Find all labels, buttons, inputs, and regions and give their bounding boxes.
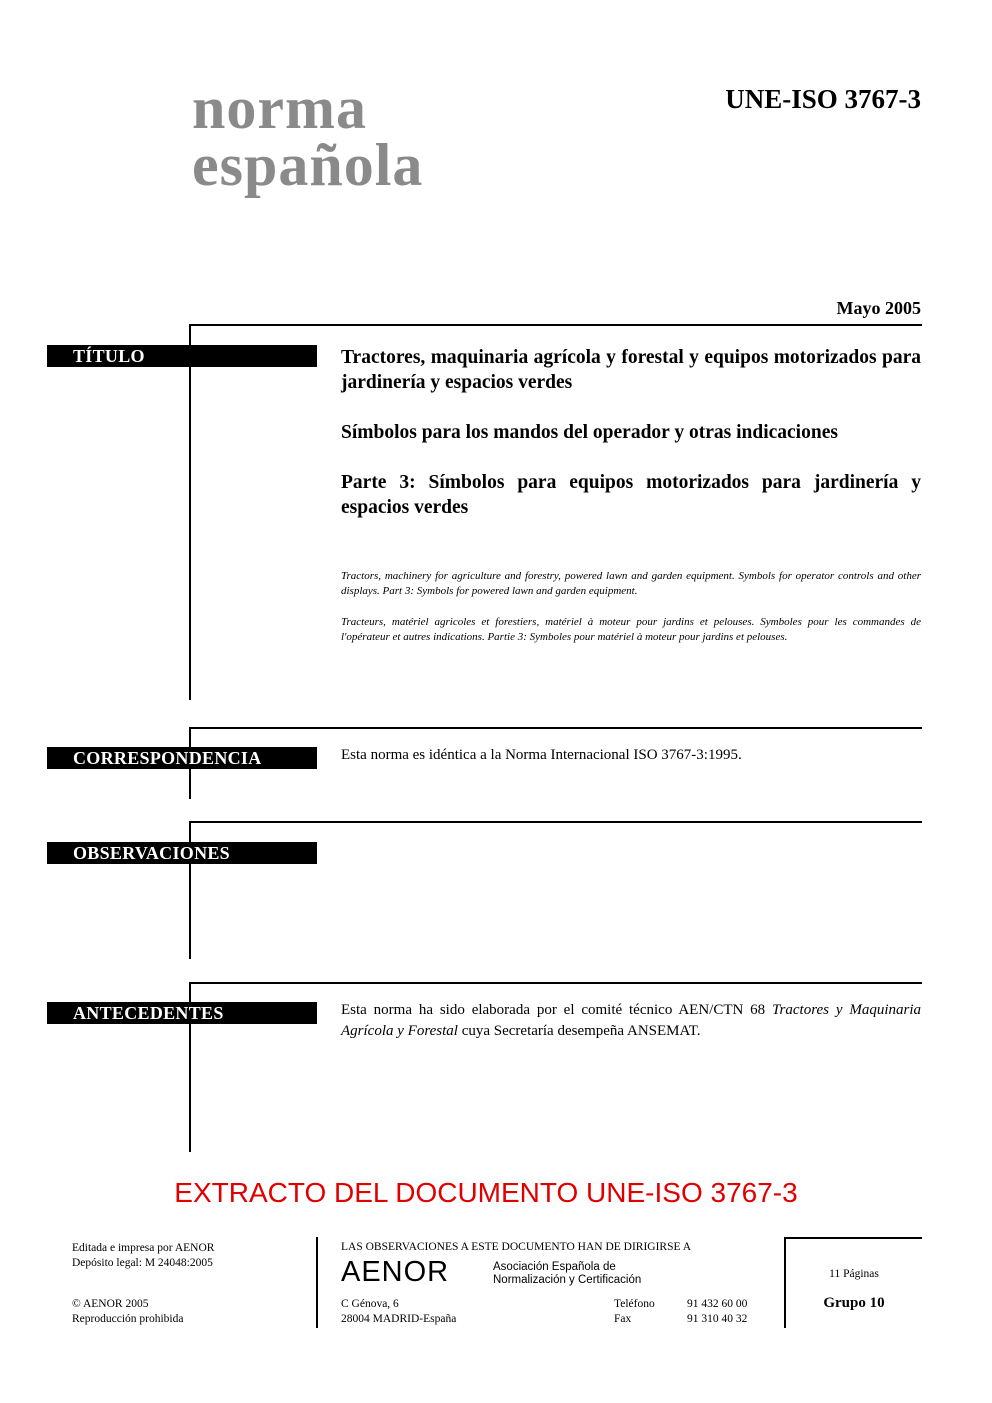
copyright: © AENOR 2005 (72, 1298, 149, 1310)
titulo-label: TÍTULO (47, 345, 317, 367)
brand-line-1: norma (192, 75, 367, 141)
title-subtitle: Símbolos para los mandos del operador y otras indicaciones (341, 422, 838, 443)
aenor-address (341, 1297, 456, 1327)
footer-copyright (72, 1297, 183, 1327)
antecedentes-text-end: cuya Secretaría desempeña ANSEMAT. (457, 1023, 701, 1039)
standard-number: UNE-ISO 3767-3 (725, 84, 921, 114)
observaciones-label: OBSERVACIONES (47, 842, 317, 864)
edited-by: Editada e impresa por AENOR (72, 1242, 215, 1254)
info-box-left (784, 1237, 786, 1328)
aenor-logo: AENOR (341, 1256, 450, 1288)
section-vertical-rule (189, 324, 191, 700)
price-group: Grupo 10 (823, 1295, 885, 1311)
section-divider (189, 324, 922, 326)
antecedentes-text-start: Esta norma ha sido elaborada por el comité técnico AEN/CTN 68 (341, 1002, 773, 1018)
phone-value: 91 432 60 00 (687, 1298, 748, 1310)
aenor-name-line-1: Asociación Española de (493, 1261, 616, 1273)
english-title: Tractors, machinery for agriculture and forestry, powered lawn and garden equipment. Symbols for operator controls and other displays. Part 3: Symbols for powered lawn and garden equipment. (341, 570, 921, 597)
correspondencia-text: Esta norma es idéntica a la Norma Internacional ISO 3767-3:1995. (341, 747, 742, 763)
contact-labels (614, 1297, 655, 1327)
title-part: Parte 3: Símbolos para equipos motorizados para jardinería y espacios verdes (341, 472, 921, 518)
legal-deposit: Depósito legal: M 24048:2005 (72, 1257, 213, 1269)
antecedentes-label: ANTECEDENTES (47, 1002, 317, 1024)
footer-divider (316, 1237, 318, 1328)
brand-line-2: española (192, 132, 424, 198)
antecedentes-text (341, 1000, 921, 1042)
brand-title (192, 75, 424, 198)
french-title: Tracteurs, matériel agricoles et forestiers, matériel à moteur pour jardins et pelouses. Symboles pour les commandes de l'opérateur et autres indications. Partie 3: Symboles pour matériel à moteur pour jardins et pelouses. (341, 616, 921, 643)
page-count: 11 Páginas (829, 1268, 879, 1280)
section-divider (189, 821, 922, 823)
contact-values (687, 1297, 747, 1327)
reproduction-notice: Reproducción prohibida (72, 1313, 184, 1325)
fax-value: 91 310 40 32 (687, 1313, 748, 1325)
observations-notice: LAS OBSERVACIONES A ESTE DOCUMENTO HAN DE DIRIGIRSE A (341, 1241, 692, 1253)
fax-label: Fax (614, 1313, 632, 1325)
address-city: 28004 MADRID-España (341, 1313, 457, 1325)
section-divider (189, 982, 922, 984)
committee-name: Tractores y Maquinaria Agrícola y Forestal (341, 1002, 922, 1039)
correspondencia-label: CORRESPONDENCIA (47, 747, 317, 769)
footer-edition (72, 1241, 214, 1271)
address-street: C Génova, 6 (341, 1298, 399, 1310)
title-main: Tractores, maquinaria agrícola y forestal y equipos motorizados para jardinería y espacios verdes (341, 347, 921, 393)
aenor-name-line-2: Normalización y Certificación (493, 1274, 642, 1286)
aenor-full-name (493, 1261, 641, 1287)
publication-date: Mayo 2005 (836, 298, 921, 318)
info-box-top (784, 1237, 922, 1239)
phone-label: Teléfono (614, 1298, 655, 1310)
extract-notice: EXTRACTO DEL DOCUMENTO UNE-ISO 3767-3 (174, 1177, 798, 1208)
section-divider (189, 727, 922, 729)
